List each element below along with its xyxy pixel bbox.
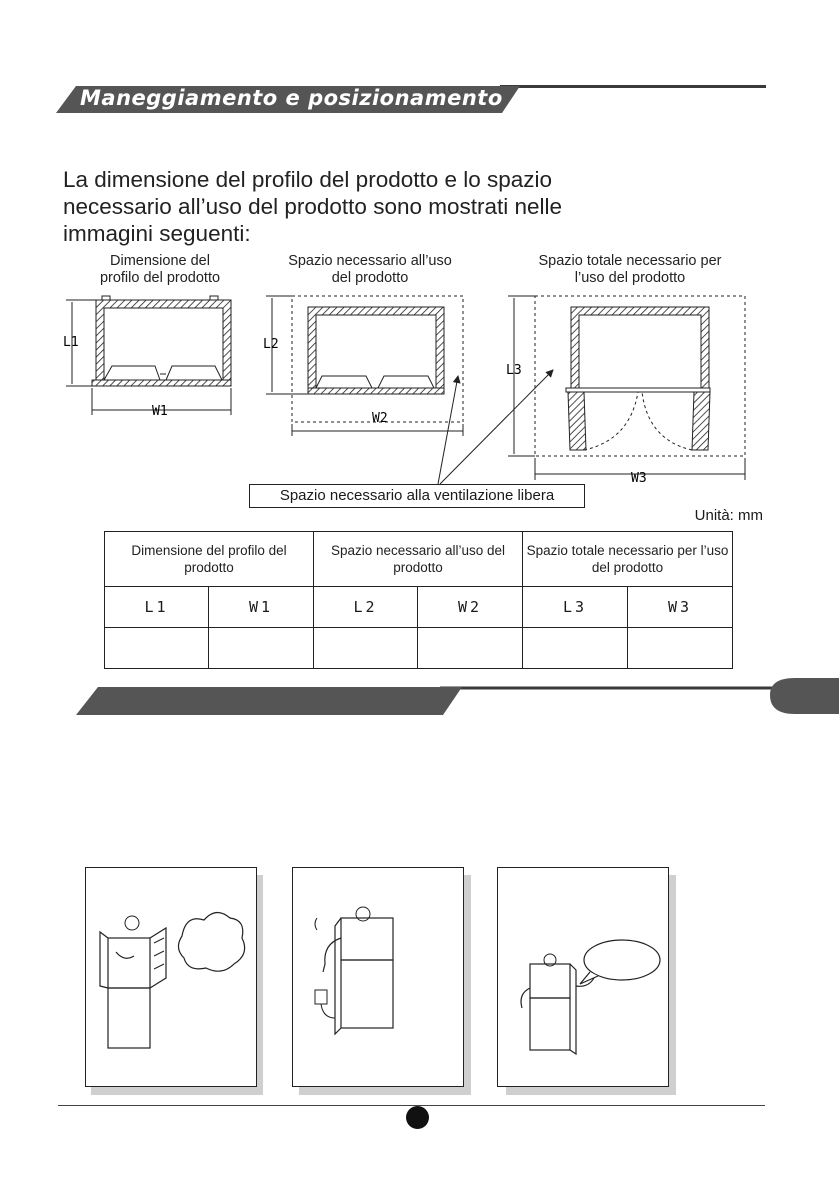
ventilation-note: Spazio necessario alla ventilazione libera	[249, 484, 585, 508]
table-value	[628, 628, 733, 669]
label-w3: W3	[631, 471, 647, 486]
intro-line: immagini seguenti:	[63, 221, 251, 246]
table-key: L3	[523, 587, 628, 628]
header-banner	[0, 0, 839, 130]
caption-line: l’uso del prodotto	[574, 270, 686, 286]
fridge-open-door-icon	[86, 868, 256, 1086]
fridge-plug-icon	[293, 868, 463, 1086]
page-heading: Maneggiamento e posizionamento	[80, 86, 503, 110]
table-key: W3	[628, 587, 733, 628]
fridge-talking-icon	[498, 868, 668, 1086]
illustration-open-door	[85, 867, 257, 1087]
caption-profile	[60, 253, 260, 287]
label-l3: L3	[506, 363, 522, 378]
table-group-usage: Spazio necessario all’uso del prodotto	[314, 532, 523, 587]
intro-line: necessario all’uso del prodotto sono mostrati nelle	[63, 194, 563, 219]
label-w2: W2	[372, 411, 388, 426]
section-banner	[0, 675, 839, 725]
table-key: W1	[209, 587, 314, 628]
table-header-row	[105, 532, 733, 587]
caption-usage	[255, 253, 485, 287]
caption-line: del prodotto	[331, 270, 409, 286]
page-number-badge	[406, 1106, 429, 1129]
intro-paragraph	[63, 166, 763, 247]
table-key: W2	[418, 587, 523, 628]
table-key: L2	[314, 587, 418, 628]
caption-line: profilo del prodotto	[99, 270, 221, 286]
label-l1: L1	[63, 335, 79, 350]
table-value	[523, 628, 628, 669]
unit-label: Unità: mm	[694, 507, 763, 524]
footer-rule	[58, 1105, 765, 1106]
table-value	[209, 628, 314, 669]
fridge-usage-drawing	[308, 307, 444, 394]
table-group-profile: Dimensione del profilo del prodotto	[105, 532, 314, 587]
table-value	[418, 628, 523, 669]
label-w1: W1	[152, 404, 168, 419]
table-group-total: Spazio totale necessario per l’uso del prodotto	[523, 532, 733, 587]
table-value	[314, 628, 418, 669]
table-key: L1	[105, 587, 209, 628]
table-key-row	[105, 587, 733, 628]
label-l2: L2	[263, 337, 279, 352]
caption-line: Dimensione del	[110, 253, 210, 269]
illustration-talking	[497, 867, 669, 1087]
caption-line: Spazio necessario all’uso	[288, 253, 452, 269]
dimension-table	[104, 531, 733, 669]
table-value-row	[105, 628, 733, 669]
side-tab	[770, 678, 839, 714]
fridge-total-drawing	[566, 307, 710, 450]
caption-line: Spazio totale necessario per	[538, 253, 722, 269]
table-value	[105, 628, 209, 669]
fridge-profile-drawing	[92, 296, 231, 386]
intro-line: La dimensione del profilo del prodotto e lo spazio	[63, 167, 553, 192]
illustration-plug	[292, 867, 464, 1087]
caption-total	[505, 253, 755, 287]
